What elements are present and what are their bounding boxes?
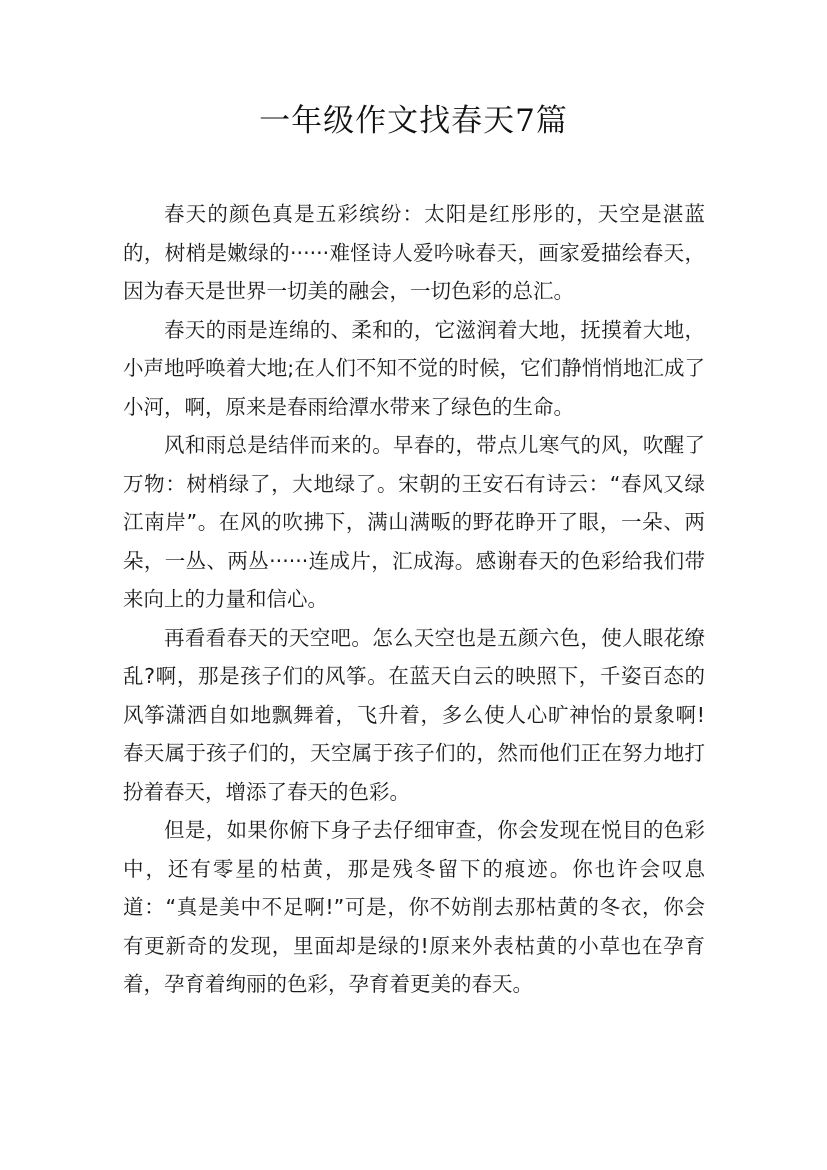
paragraph-4: 再看看春天的天空吧。怎么天空也是五颜六色，使人眼花缭乱?啊，那是孩子们的风筝。在蓝天白云的映照下，千姿百态的风筝潇洒自如地飘舞着，飞升着，多么使人心旷神怡的景象啊!春天属于孩子们的，天空属于孩子们的，然而他们正在努力地打扮着春天，增添了春天的色彩。 (123, 625, 705, 804)
document-body (123, 195, 705, 1004)
paragraph-1: 春天的颜色真是五彩缤纷：太阳是红彤彤的，天空是湛蓝的，树梢是嫩绿的······难怪诗人爱吟咏春天，画家爱描绘春天，因为春天是世界一切美的融会，一切色彩的总汇。 (123, 202, 705, 303)
paragraph-2: 春天的雨是连绵的、柔和的，它滋润着大地，抚摸着大地，小声地呼唤着大地;在人们不知不觉的时候，它们静悄悄地汇成了小河，啊，原来是春雨给潭水带来了绿色的生命。 (123, 317, 705, 419)
document-title: 一年级作文找春天7篇 (259, 103, 568, 139)
paragraph-5: 但是，如果你俯下身子去仔细审查，你会发现在悦目的色彩中，还有零星的枯黄，那是残冬留下的痕迹。你也许会叹息道：“真是美中不足啊!”可是，你不妨削去那枯黄的冬衣，你会有更新奇的发现，里面却是绿的!原来外表枯黄的小草也在孕育着，孕育着绚丽的色彩，孕育着更美的春天。 (123, 818, 705, 996)
paragraph-3: 风和雨总是结伴而来的。早春的，带点儿寒气的风，吹醒了万物：树梢绿了，大地绿了。宋朝的王安石有诗云：“春风又绿江南岸”。在风的吹拂下，满山满畈的野花睁开了眼，一朵、两朵，一丛、两丛······连成片，汇成海。感谢春天的色彩给我们带来向上的力量和信心。 (123, 433, 705, 611)
